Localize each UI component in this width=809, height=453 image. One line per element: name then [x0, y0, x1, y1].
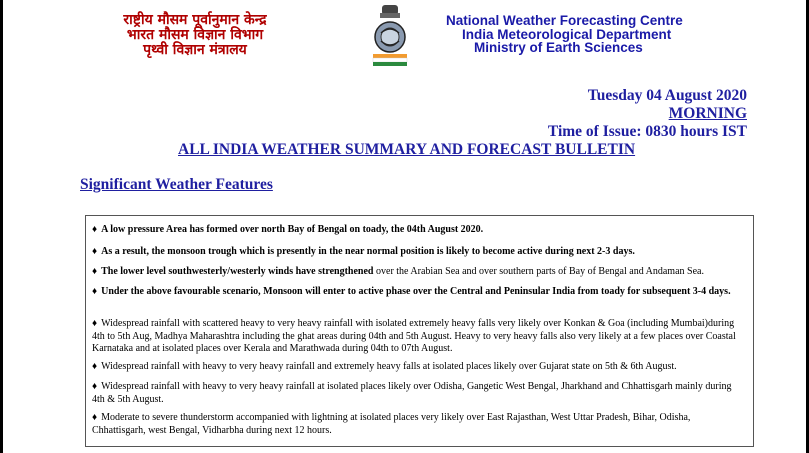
diamond-bullet-icon: ♦ [92, 412, 98, 423]
issue-session: MORNING [668, 105, 747, 122]
diamond-bullet-icon: ♦ [92, 318, 98, 329]
feature-item [92, 361, 744, 374]
issue-time: Time of Issue: 0830 hours IST [547, 123, 747, 140]
feature-item [92, 266, 744, 279]
org-name-line-1: National Weather Forecasting Centre [446, 13, 683, 28]
hindi-line-3: पृथ्वी विज्ञान मंत्रालय [143, 42, 247, 58]
issue-date: Tuesday 04 August 2020 [587, 87, 747, 104]
english-org-header [446, 14, 746, 55]
left-frame-border [0, 0, 3, 453]
features-box [85, 215, 754, 447]
diamond-bullet-icon: ♦ [92, 286, 98, 297]
imd-emblem-icon [367, 3, 413, 69]
diamond-bullet-icon: ♦ [92, 361, 98, 372]
feature-text: Moderate to severe thunderstorm accompanied with lightning at isolated places very likely over East Rajasthan, West Uttar Pradesh, Bihar, Odisha, Chhattisgarh, west Bengal, Vidharbha during next 12 hours. [92, 412, 691, 436]
feature-item [92, 318, 744, 356]
diamond-bullet-icon: ♦ [92, 381, 98, 392]
feature-text: Widespread rainfall with heavy to very heavy rainfall at isolated places likely over Odisha, Gangetic West Bengal, Jharkhand and Chhattisgarh mainly during 4th & 5th August. [92, 381, 732, 405]
section-heading: Significant Weather Features [80, 176, 273, 193]
hindi-line-2: भारत मौसम विज्ञान विभाग [126, 27, 264, 43]
feature-text: Widespread rainfall with scattered heavy to very heavy rainfall with isolated extremely heavy falls very likely over Konkan & Goa (including Mumbai)during 4th to 5th Aug, Madhya Maharashtra including the ghat areas during 04th and 5th August. Heavy to very heavy falls also very likely at a few places over Coastal Karnataka and at isolated places over Kerala and Marathwada during 04th to 07th August. [92, 318, 736, 354]
bulletin-title: ALL INDIA WEATHER SUMMARY AND FORECAST BULLETIN [178, 141, 636, 158]
diamond-bullet-icon: ♦ [92, 266, 98, 277]
feature-text: over the Arabian Sea and over southern parts of Bay of Bengal and Andaman Sea. [373, 266, 704, 277]
feature-item [92, 381, 744, 406]
feature-item [92, 412, 744, 437]
feature-text: Widespread rainfall with heavy to very heavy rainfall and extremely heavy falls at isolated places likely over Gujarat state on 5th & 6th August. [101, 361, 677, 372]
feature-item [92, 224, 744, 237]
feature-bold-text: Under the above favourable scenario, Monsoon will enter to active phase over the Central and Peninsular India from toady for subsequent 3-4 days. [101, 286, 731, 297]
issue-info [548, 87, 747, 141]
feature-bold-text: As a result, the monsoon trough which is presently in the near normal position is likely to become active during next 2-3 days. [101, 246, 635, 257]
feature-item [92, 286, 744, 299]
feature-bold-text: The lower level southwesterly/westerly winds have strengthened [101, 266, 374, 277]
diamond-bullet-icon: ♦ [92, 224, 98, 235]
feature-bold-text: A low pressure Area has formed over north Bay of Bengal on toady, the 04th August 2020. [101, 224, 484, 235]
org-name-line-2: India Meteorological Department [462, 26, 672, 42]
feature-item [92, 246, 744, 259]
hindi-org-header [100, 13, 290, 58]
hindi-line-1: राष्ट्रीय मौसम पूर्वानुमान केन्द्र [123, 12, 267, 28]
diamond-bullet-icon: ♦ [92, 246, 98, 257]
org-name-line-3: Ministry of Earth Sciences [474, 40, 643, 55]
